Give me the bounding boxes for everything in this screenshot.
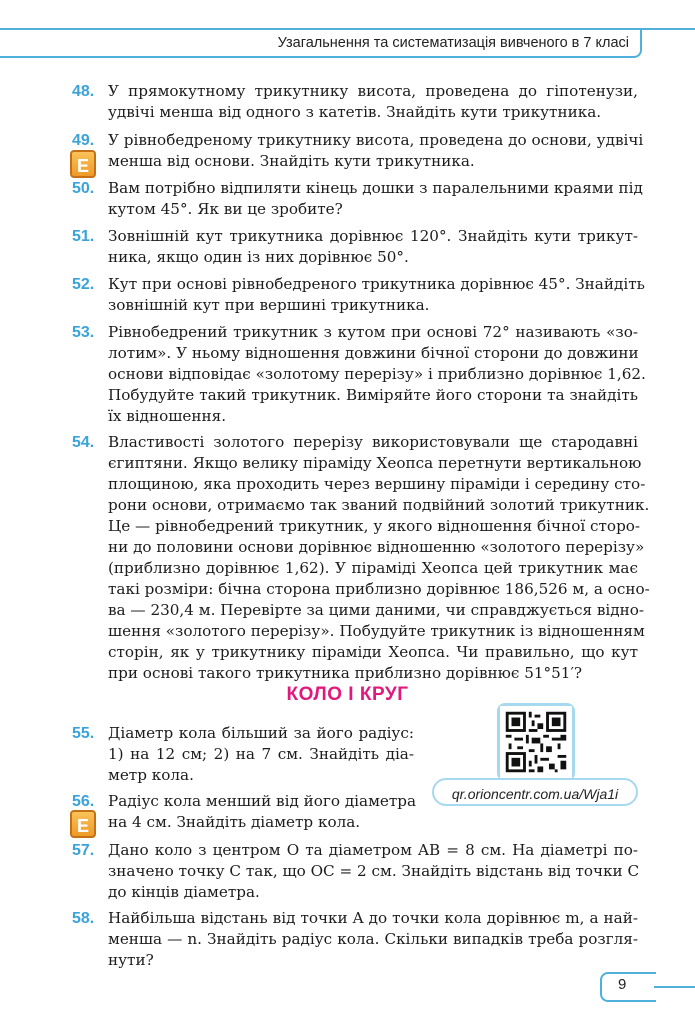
section-title: КОЛО І КРУГ: [286, 684, 409, 705]
problem-number: 50.: [72, 180, 95, 197]
text-line: Властивості золотого перерізу використовували ще стародавні: [108, 433, 638, 451]
level-badge-icon: Е: [70, 810, 96, 838]
footer-rule: [654, 986, 695, 988]
qr-code-icon[interactable]: [497, 703, 575, 781]
text-line: (приблизно дорівнює 1,62). У піраміді Хеопса цей трикутник має: [108, 559, 638, 577]
text-line: Зовнішній кут трикутника дорівнює 120°. Знайдіть кути трикут-: [108, 227, 638, 245]
problem-text: [108, 81, 638, 123]
level-badge-icon: Е: [70, 150, 96, 178]
text-line: Побудуйте такий трикутник. Виміряйте його сторони та знайдіть: [108, 386, 638, 404]
problem-text: [108, 178, 643, 220]
text-line: Дано коло з центром O та діаметром AB = 8 см. На діаметрі по-: [108, 841, 638, 859]
problem-number: 48.: [72, 83, 95, 100]
problem-number: 53.: [72, 324, 95, 341]
text-line: Діаметр кола більший за його радіус:: [108, 724, 414, 742]
text-line: шення «золотого перерізу». Побудуйте трикутник із відношенням: [108, 622, 645, 640]
text-line: удвічі менша від одного з катетів. Знайдіть кути трикутника.: [108, 103, 602, 121]
text-line: такі розміри: бічна сторона приблизно дорівнює 186,526 м, а осно-: [108, 580, 650, 598]
text-line: ни до половини основи дорівнює відношенню «золотого перерізу»: [108, 538, 645, 556]
problem-number: 58.: [72, 910, 95, 927]
text-line: сторін, як у трикутнику піраміди Хеопса. Чи правильно, що кут: [108, 643, 638, 661]
problem-number: 49.: [72, 132, 95, 149]
text-line: зовнішній кут при вершині трикутника.: [108, 296, 430, 314]
text-line: Вам потрібно відпиляти кінець дошки з паралельними краями під: [108, 179, 643, 197]
text-line: ва — 230,4 м. Перевірте за цими даними, чи справджується відно-: [108, 601, 645, 619]
text-line: нути?: [108, 951, 154, 969]
text-line: Рівнобедрений трикутник з кутом при основі 72° називають «зо-: [108, 323, 638, 341]
problem-text: [108, 840, 638, 903]
problem-number: 56.: [72, 793, 95, 810]
page-number-frame: [600, 972, 656, 1002]
problem-text: [108, 322, 646, 427]
problem-text: [108, 226, 638, 268]
text-line: менша від основи. Знайдіть кути трикутника.: [108, 152, 475, 170]
problem-text: [108, 791, 417, 833]
text-line: менша — n. Знайдіть радіус кола. Скільки випадків треба розгля-: [108, 930, 638, 948]
problem-text: [108, 130, 644, 172]
text-line: до кінців діаметра.: [108, 883, 260, 901]
problem-text: [108, 274, 645, 316]
text-line: 1) на 12 см; 2) на 7 см. Знайдіть діа-: [108, 745, 414, 763]
running-header: [0, 28, 695, 58]
problem-text: [108, 723, 414, 786]
text-line: їх відношення.: [108, 407, 227, 425]
problem-text: [108, 432, 650, 684]
problem-number: 52.: [72, 276, 95, 293]
text-line: рони основи, отримаємо так званий подвійний золотий трикутник.: [108, 496, 650, 514]
problem-number: 54.: [72, 434, 95, 451]
header-title: Узагальнення та систематизація вивченого в 7 класі: [277, 35, 629, 51]
text-line: площиною, яка проходить через вершину піраміди і середину сто-: [108, 475, 646, 493]
problem-number: 57.: [72, 842, 95, 859]
text-line: Найбільша відстань від точки A до точки кола дорівнює m, а най-: [108, 909, 638, 927]
text-line: Це — рівнобедрений трикутник, у якого відношення бічної сторо-: [108, 517, 641, 535]
page-number: 9: [618, 976, 627, 993]
text-line: У прямокутному трикутнику висота, проведена до гіпотенузи,: [108, 82, 638, 100]
text-line: кутом 45°. Як ви це зробите?: [108, 200, 343, 218]
text-line: лотим». У ньому відношення довжини бічної сторони до довжини: [108, 344, 639, 362]
text-line: ника, якщо один із них дорівнює 50°.: [108, 248, 409, 266]
problem-text: [108, 908, 638, 971]
problem-number: 55.: [72, 725, 95, 742]
qr-code-graphic: [500, 706, 572, 778]
text-line: метр кола.: [108, 766, 194, 784]
text-line: на 4 см. Знайдіть діаметр кола.: [108, 813, 361, 831]
text-line: Кут при основі рівнобедреного трикутника дорівнює 45°. Знайдіть: [108, 275, 645, 293]
text-line: У рівнобедреному трикутнику висота, проведена до основи, удвічі: [108, 131, 644, 149]
text-line: значено точку C так, що OC = 2 см. Знайдіть відстань від точки C: [108, 862, 640, 880]
text-line: єгиптяни. Якщо велику піраміду Хеопса перетнути вертикальною: [108, 454, 642, 472]
text-line: основи відповідає «золотому перерізу» і приблизно дорівнює 1,62.: [108, 365, 646, 383]
problem-number: 51.: [72, 228, 95, 245]
text-line: Радіус кола менший від його діаметра: [108, 792, 417, 810]
text-line: при основі такого трикутника приблизно дорівнює 51°51′?: [108, 664, 583, 682]
qr-link[interactable]: qr.orioncentr.com.ua/Wja1i: [432, 778, 638, 806]
